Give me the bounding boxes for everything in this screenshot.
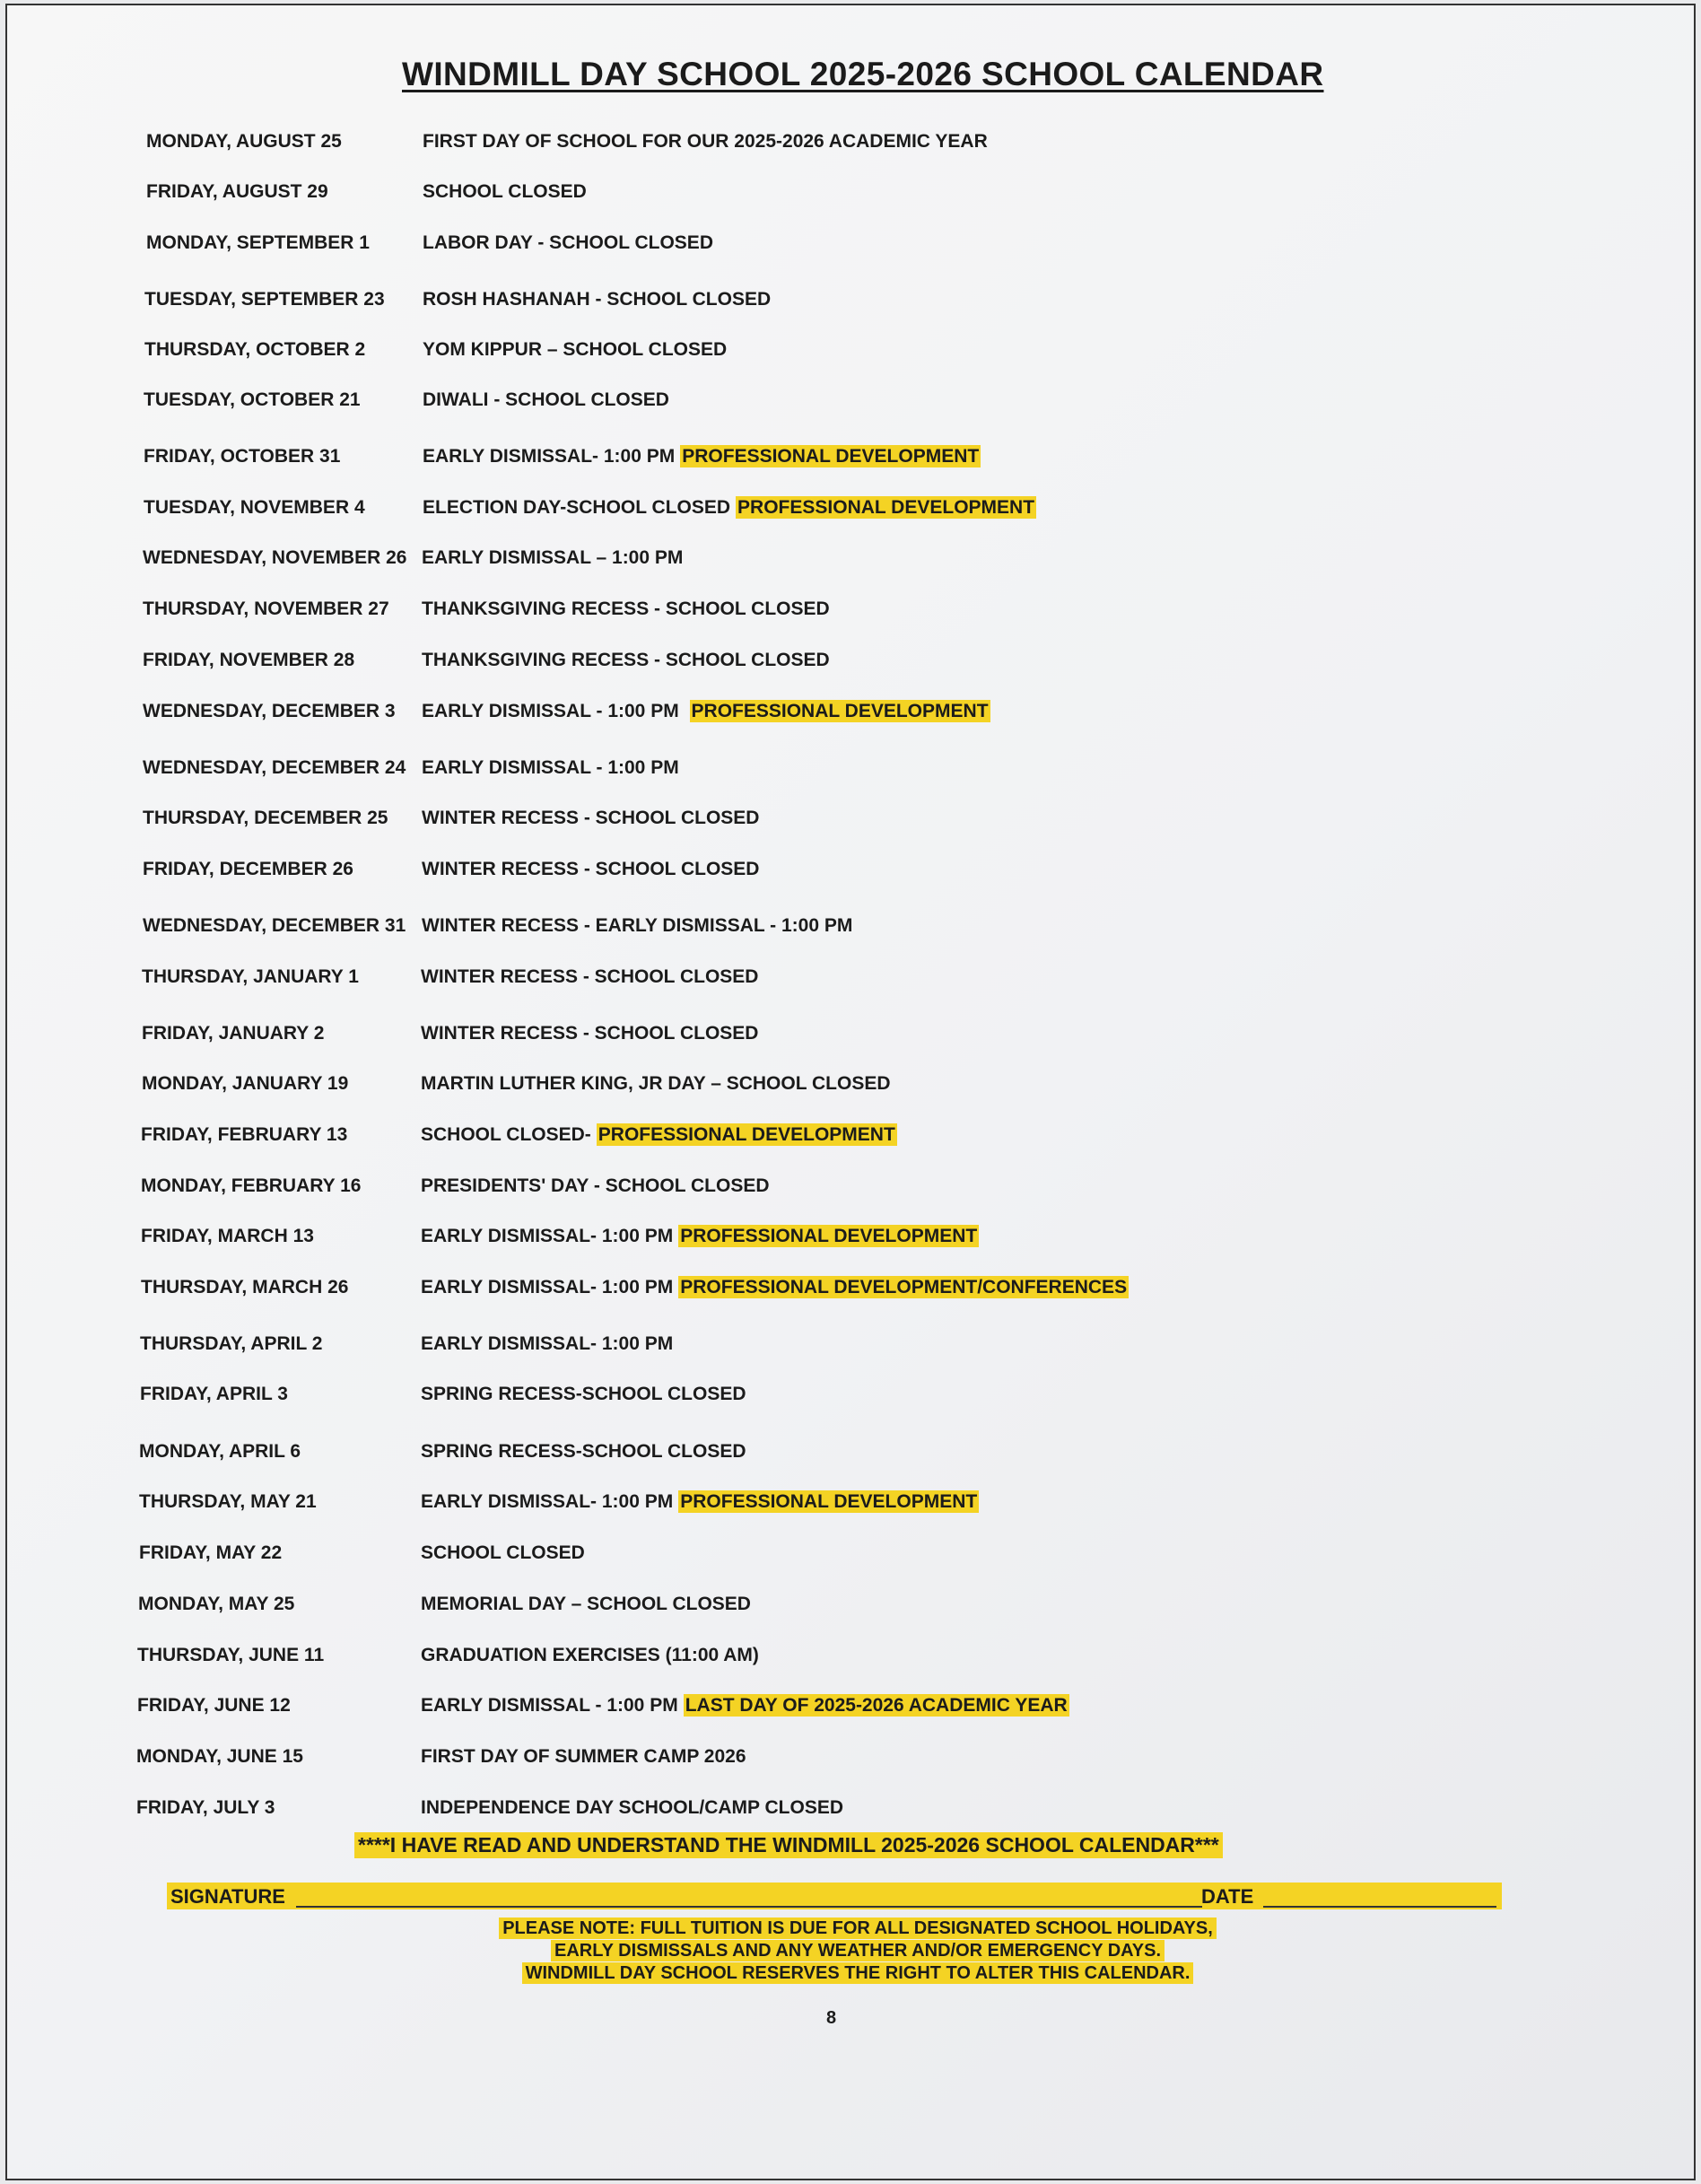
calendar-date: MONDAY, JUNE 15 (136, 1746, 303, 1767)
calendar-event (422, 547, 683, 569)
calendar-event (421, 1277, 1129, 1298)
calendar-event (423, 497, 1036, 519)
event-description: SPRING RECESS-SCHOOL CLOSED (421, 1384, 746, 1404)
calendar-date: MONDAY, APRIL 6 (139, 1441, 301, 1462)
event-description: SCHOOL CLOSED (421, 1542, 585, 1563)
event-description: WINTER RECESS - SCHOOL CLOSED (422, 808, 760, 828)
signature-label: SIGNATURE (170, 1885, 285, 1908)
calendar-date: WEDNESDAY, DECEMBER 31 (143, 915, 406, 936)
event-highlight: PROFESSIONAL DEVELOPMENT (691, 701, 989, 721)
event-description: ROSH HASHANAH - SCHOOL CLOSED (423, 289, 772, 310)
calendar-date: THURSDAY, OCTOBER 2 (144, 339, 366, 360)
calendar-date: MONDAY, MAY 25 (138, 1594, 295, 1614)
calendar-date: THURSDAY, JANUARY 1 (142, 966, 359, 987)
event-description: FIRST DAY OF SCHOOL FOR OUR 2025-2026 ACADEMIC YEAR (423, 131, 988, 152)
calendar-event (422, 757, 679, 779)
calendar-event (421, 1797, 843, 1819)
calendar-event (421, 1645, 759, 1666)
note-line: PLEASE NOTE: FULL TUITION IS DUE FOR ALL DESIGNATED SCHOOL HOLIDAYS, (7, 1918, 1701, 1939)
calendar-page (5, 4, 1696, 2180)
calendar-event (422, 808, 759, 829)
note-line: EARLY DISMISSALS AND ANY WEATHER AND/OR EMERGENCY DAYS. (7, 1941, 1701, 1961)
calendar-event (421, 1226, 979, 1247)
event-highlight: PROFESSIONAL DEVELOPMENT (598, 1124, 895, 1145)
calendar-date: THURSDAY, MAY 21 (139, 1491, 317, 1512)
calendar-event (422, 701, 990, 722)
calendar-event (423, 131, 988, 153)
calendar-event (422, 915, 852, 937)
calendar-date: FRIDAY, FEBRUARY 13 (141, 1124, 348, 1145)
event-description: EARLY DISMISSAL- 1:00 PM (421, 1333, 674, 1354)
calendar-date: FRIDAY, JANUARY 2 (142, 1023, 325, 1044)
calendar-event (421, 966, 758, 988)
calendar-event (421, 1542, 585, 1564)
calendar-date: THURSDAY, APRIL 2 (140, 1333, 323, 1354)
event-description: EARLY DISMISSAL - 1:00 PM (422, 757, 679, 778)
calendar-date: FRIDAY, JUNE 12 (137, 1695, 291, 1716)
calendar-event (421, 1023, 758, 1044)
event-description: DIWALI - SCHOOL CLOSED (423, 389, 669, 410)
date-blank[interactable] (1263, 1906, 1496, 1908)
event-description: WINTER RECESS - SCHOOL CLOSED (421, 966, 759, 987)
calendar-event (421, 1384, 746, 1405)
calendar-date: FRIDAY, APRIL 3 (140, 1384, 288, 1404)
calendar-event (421, 1746, 746, 1768)
calendar-event (422, 598, 830, 620)
event-description: THANKSGIVING RECESS - SCHOOL CLOSED (422, 650, 830, 670)
calendar-date: FRIDAY, OCTOBER 31 (144, 446, 341, 467)
event-description: LABOR DAY - SCHOOL CLOSED (423, 232, 713, 253)
calendar-event (423, 289, 771, 310)
calendar-event (423, 232, 713, 254)
calendar-date: FRIDAY, NOVEMBER 28 (143, 650, 355, 670)
calendar-event (421, 1124, 897, 1146)
event-description: INDEPENDENCE DAY SCHOOL/CAMP CLOSED (421, 1797, 844, 1818)
event-description: GRADUATION EXERCISES (11:00 AM) (421, 1645, 759, 1665)
calendar-date: FRIDAY, MAY 22 (139, 1542, 283, 1563)
calendar-event (423, 446, 981, 467)
calendar-date: THURSDAY, NOVEMBER 27 (143, 598, 389, 619)
calendar-date: THURSDAY, DECEMBER 25 (143, 808, 388, 828)
calendar-event (423, 389, 669, 411)
calendar-event (423, 339, 727, 361)
event-description: EARLY DISMISSAL- 1:00 PM (421, 1491, 674, 1512)
event-description: EARLY DISMISSAL- 1:00 PM (421, 1277, 674, 1297)
calendar-date: TUESDAY, SEPTEMBER 23 (144, 289, 385, 310)
event-description: EARLY DISMISSAL - 1:00 PM (421, 1695, 678, 1716)
event-description: MEMORIAL DAY – SCHOOL CLOSED (421, 1594, 751, 1614)
event-description: EARLY DISMISSAL- 1:00 PM (423, 446, 676, 467)
signature-line[interactable] (167, 1883, 1502, 1909)
event-description: YOM KIPPUR – SCHOOL CLOSED (423, 339, 728, 360)
tuition-notes (7, 1917, 1701, 1984)
calendar-date: FRIDAY, DECEMBER 26 (143, 859, 353, 879)
event-highlight: PROFESSIONAL DEVELOPMENT (737, 497, 1035, 518)
calendar-date: WEDNESDAY, DECEMBER 3 (143, 701, 396, 721)
event-highlight: LAST DAY OF 2025-2026 ACADEMIC YEAR (685, 1695, 1068, 1716)
calendar-date: FRIDAY, JULY 3 (136, 1797, 275, 1818)
note-line: WINDMILL DAY SCHOOL RESERVES THE RIGHT TO ALTER THIS CALENDAR. (7, 1963, 1701, 1984)
calendar-date: FRIDAY, MARCH 13 (141, 1226, 314, 1246)
calendar-date: TUESDAY, NOVEMBER 4 (144, 497, 365, 518)
event-highlight: PROFESSIONAL DEVELOPMENT/CONFERENCES (680, 1277, 1128, 1297)
event-description: MARTIN LUTHER KING, JR DAY – SCHOOL CLOSED (421, 1073, 891, 1094)
page-number: 8 (826, 2008, 837, 2028)
calendar-date: THURSDAY, JUNE 11 (137, 1645, 325, 1665)
calendar-event (421, 1441, 746, 1463)
event-description: SCHOOL CLOSED- (421, 1124, 591, 1145)
calendar-event (421, 1175, 770, 1197)
event-description: WINTER RECESS - SCHOOL CLOSED (421, 1023, 759, 1044)
calendar-date: MONDAY, AUGUST 25 (146, 131, 342, 152)
calendar-event (421, 1695, 1069, 1717)
calendar-date: TUESDAY, OCTOBER 21 (144, 389, 361, 410)
calendar-event (421, 1491, 979, 1513)
calendar-date: MONDAY, FEBRUARY 16 (141, 1175, 362, 1196)
event-highlight: PROFESSIONAL DEVELOPMENT (680, 1226, 978, 1246)
event-description: EARLY DISMISSAL – 1:00 PM (422, 547, 684, 568)
acknowledgement-statement: ****I HAVE READ AND UNDERSTAND THE WINDMILL 2025-2026 SCHOOL CALENDAR*** (354, 1832, 1223, 1858)
event-description: EARLY DISMISSAL- 1:00 PM (421, 1226, 674, 1246)
calendar-date: THURSDAY, MARCH 26 (141, 1277, 349, 1297)
event-highlight: PROFESSIONAL DEVELOPMENT (682, 446, 980, 467)
calendar-event (423, 181, 587, 203)
event-description: FIRST DAY OF SUMMER CAMP 2026 (421, 1746, 746, 1767)
signature-blank[interactable] (296, 1906, 1202, 1908)
event-description: EARLY DISMISSAL - 1:00 PM (422, 701, 685, 721)
calendar-date: MONDAY, SEPTEMBER 1 (146, 232, 370, 253)
calendar-event (421, 1594, 751, 1615)
event-description: SPRING RECESS-SCHOOL CLOSED (421, 1441, 746, 1462)
event-description: WINTER RECESS - EARLY DISMISSAL - 1:00 PM (422, 915, 853, 936)
event-description: ELECTION DAY-SCHOOL CLOSED (423, 497, 731, 518)
event-description: SCHOOL CLOSED (423, 181, 587, 202)
calendar-event (421, 1333, 673, 1355)
event-description: PRESIDENTS' DAY - SCHOOL CLOSED (421, 1175, 770, 1196)
event-description: THANKSGIVING RECESS - SCHOOL CLOSED (422, 598, 830, 619)
calendar-event (422, 859, 759, 880)
calendar-date: WEDNESDAY, DECEMBER 24 (143, 757, 406, 778)
calendar-date: FRIDAY, AUGUST 29 (146, 181, 328, 202)
page-title: WINDMILL DAY SCHOOL 2025-2026 SCHOOL CALENDAR (402, 56, 1324, 92)
calendar-date: WEDNESDAY, NOVEMBER 26 (143, 547, 407, 568)
event-highlight: PROFESSIONAL DEVELOPMENT (680, 1491, 978, 1512)
calendar-event (422, 650, 830, 671)
date-label: DATE (1201, 1885, 1254, 1908)
calendar-date: MONDAY, JANUARY 19 (142, 1073, 349, 1094)
event-description: WINTER RECESS - SCHOOL CLOSED (422, 859, 760, 879)
calendar-event (421, 1073, 891, 1095)
